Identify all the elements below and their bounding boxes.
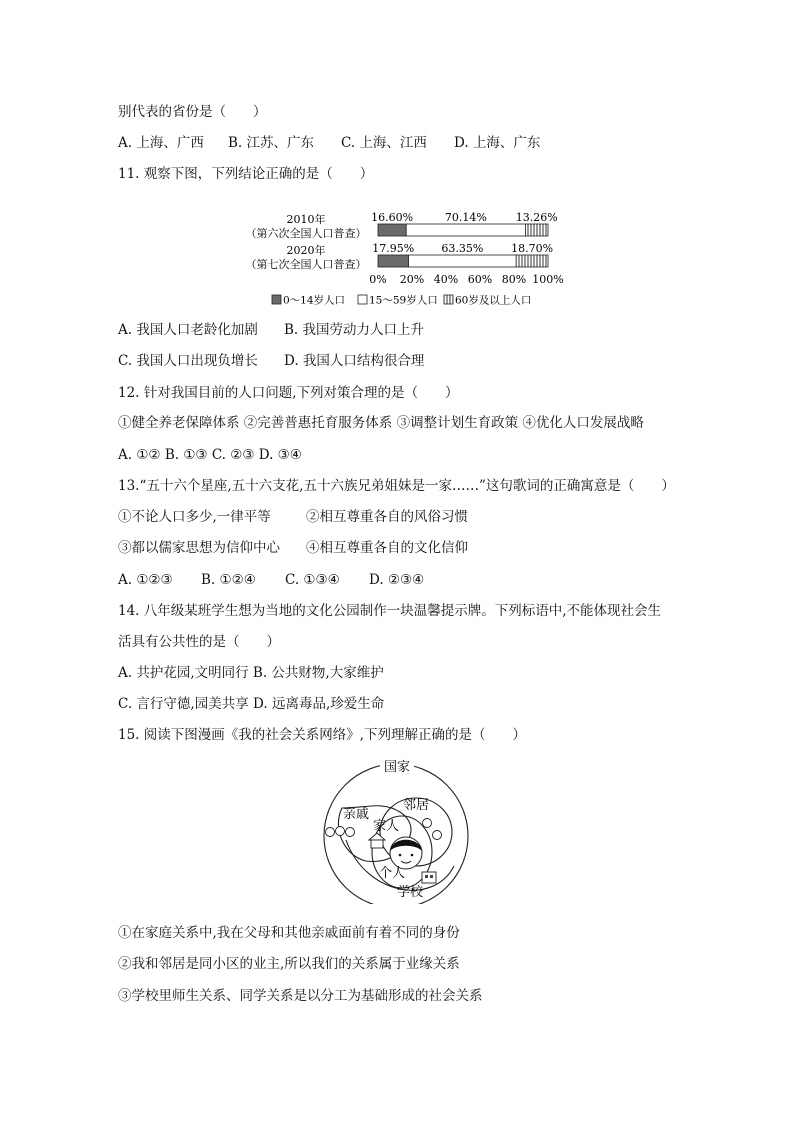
data-label: 17.95% xyxy=(372,242,415,255)
q14-stem-line1: 14. 八年级某班学生想为当地的文化公园制作一块温馨提示牌。下列标语中,不能体现社会生 xyxy=(118,603,662,619)
bar-segment xyxy=(378,224,406,236)
x-tick-label: 40% xyxy=(433,273,459,286)
data-label: 63.35% xyxy=(441,242,484,255)
q13-option-d: D. ②③④ xyxy=(369,572,425,588)
relatives-faces-icon xyxy=(326,827,355,837)
x-tick-label: 20% xyxy=(399,273,425,286)
legend-label: 60岁及以上人口 xyxy=(455,294,532,307)
x-tick-label: 0% xyxy=(369,273,387,286)
child-face-icon xyxy=(390,837,422,869)
data-label: 13.26% xyxy=(515,211,558,224)
q10-option-c: C. 上海、江西 xyxy=(341,135,427,151)
q10-option-b: B. 江苏、广东 xyxy=(228,135,315,151)
q10-stem-tail: 别代表的省份是（ ） xyxy=(118,104,267,120)
x-tick-label: 80% xyxy=(501,273,527,286)
q10-option-a: A. 上海、广西 xyxy=(118,135,204,151)
q13-item-4: ④相互尊重各自的文化信仰 xyxy=(306,540,468,556)
house-icon xyxy=(369,833,385,848)
label-neighbors: 邻居 xyxy=(402,798,430,813)
q12-stem: 12. 针对我国目前的人口问题,下列对策合理的是（ ） xyxy=(118,385,459,401)
q13-options xyxy=(118,574,424,588)
category-label-year: 2020年 xyxy=(286,244,326,257)
school-building-icon xyxy=(422,872,436,883)
bar-segment xyxy=(378,255,409,267)
bar-segment xyxy=(409,255,517,267)
label-relatives: 亲戚 xyxy=(342,807,370,822)
social-network-diagram xyxy=(316,756,476,904)
population-chart xyxy=(236,196,566,311)
x-tick-label: 60% xyxy=(467,273,493,286)
category-label-year: 2010年 xyxy=(286,213,326,226)
q15-item-3: ③学校里师生关系、同学关系是以分工为基础形成的社会关系 xyxy=(118,988,483,1004)
q13-items-row1 xyxy=(118,511,468,525)
bar-segment xyxy=(525,224,548,236)
q15-item-2: ②我和邻居是同小区的业主,所以我们的关系属于业缘关系 xyxy=(118,956,460,972)
q15-item-1: ①在家庭关系中,我在父母和其他亲戚面前有着不同的身份 xyxy=(118,925,460,941)
x-tick-label: 100% xyxy=(532,273,564,286)
label-individual: 个人 xyxy=(378,866,406,881)
data-label: 70.14% xyxy=(444,211,487,224)
q11-stem: 11. 观察下图，下列结论正确的是（ ） xyxy=(118,166,374,182)
q13-item-1: ①不论人口多少,一律平等 xyxy=(118,509,271,525)
legend-swatch xyxy=(444,295,453,304)
legend-swatch xyxy=(272,295,281,304)
q13-items-row2 xyxy=(118,542,468,556)
q13-stem: 13.“五十六个星座,五十六支花,五十六族兄弟姐妹是一家……”这句歌词的正确寓意是（ ） xyxy=(118,478,675,494)
legend-swatch xyxy=(358,295,367,304)
q11-option-a: A. 我国人口老龄化加剧 xyxy=(118,322,258,338)
legend-label: 15～59岁人口 xyxy=(369,294,438,307)
q13-option-b: B. ①②④ xyxy=(201,572,256,588)
label-school: 学校 xyxy=(396,885,424,900)
label-family: 家人 xyxy=(372,819,400,834)
category-label-census: （第七次全国人口普查） xyxy=(245,258,367,271)
q14-options-row1: A. 共护花园,文明同行 B. 公共财物,大家维护 xyxy=(118,665,384,681)
category-label-census: （第六次全国人口普查） xyxy=(245,227,367,240)
q12-options: A. ①② B. ①③ C. ②③ D. ③④ xyxy=(118,447,302,463)
q11-options-row2 xyxy=(118,355,424,369)
data-label: 16.60% xyxy=(371,211,414,224)
q15-stem: 15. 阅读下图漫画《我的社会关系网络》,下列理解正确的是（ ） xyxy=(118,727,527,743)
q10-options xyxy=(118,137,540,151)
q14-options-row2: C. 言行守德,园美共享 D. 远离毒品,珍爱生命 xyxy=(118,696,385,712)
q14-stem-line2: 活具有公共性的是（ ） xyxy=(118,634,280,650)
q11-option-c: C. 我国人口出现负增长 xyxy=(118,353,258,369)
q10-option-d: D. 上海、广东 xyxy=(454,135,541,151)
q13-item-2: ②相互尊重各自的风俗习惯 xyxy=(306,509,468,525)
q11-option-d: D. 我国人口结构很合理 xyxy=(284,353,425,369)
label-country: 国家 xyxy=(383,760,411,775)
q12-items: ①健全养老保障体系 ②完善普惠托育服务体系 ③调整计划生育政策 ④优化人口发展战略 xyxy=(118,415,644,431)
q11-options-row1 xyxy=(118,324,424,338)
q13-option-a: A. ①②③ xyxy=(118,572,173,588)
q13-item-3: ③都以儒家思想为信仰中心 xyxy=(118,540,280,556)
q13-option-c: C. ①③④ xyxy=(285,572,340,588)
bar-segment xyxy=(406,224,525,236)
legend-label: 0～14岁人口 xyxy=(283,294,346,307)
data-label: 18.70% xyxy=(511,242,554,255)
bar-segment xyxy=(516,255,548,267)
q11-option-b: B. 我国劳动力人口上升 xyxy=(284,322,425,338)
